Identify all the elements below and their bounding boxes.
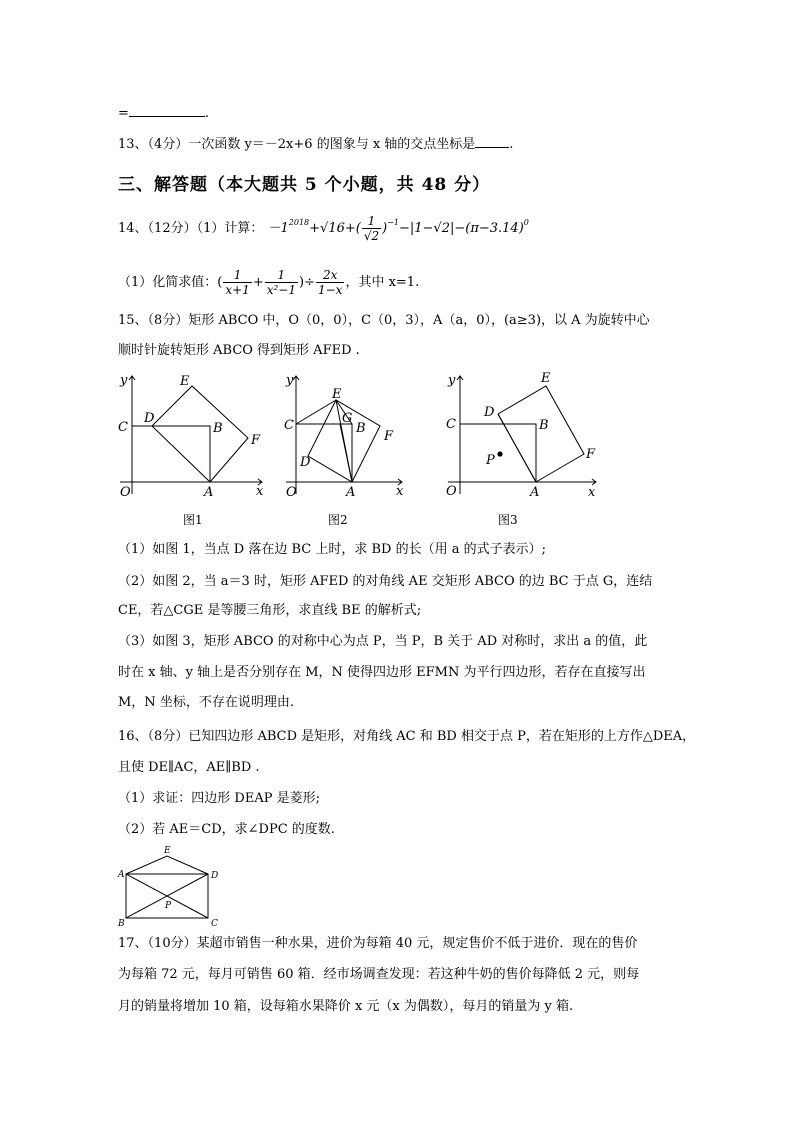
q15-part2a: （2）如图 2，当 a＝3 时，矩形 AFED 的对角线 AE 交矩形 ABCO 的边 BC 于点 G，连结 (118, 574, 653, 589)
fig2-caption: 图2 (328, 513, 348, 527)
fig1-D: D (144, 411, 155, 426)
figure-1 (112, 370, 272, 505)
q12-answer-line (118, 104, 209, 123)
q13-line (118, 135, 513, 154)
q16-line1: 16、（8分）已知四边形 ABCD 是矩形，对角线 AC 和 BD 相交于点 P，若在矩形的上方作△DEA， (118, 729, 696, 744)
fig3-B: B (539, 418, 549, 433)
q16-fig-C: C (211, 919, 218, 928)
fig1-caption: 图1 (183, 513, 203, 527)
q15-line1: 15、（8分）矩形 ABCO 中，O（0，0），C（0，3），A（a，0），(a≥3)，以 A 为旋转中心 (118, 313, 650, 328)
q16-fig-E: E (164, 846, 171, 856)
q12-period: . (204, 106, 210, 121)
fig3-origin: O (446, 484, 457, 499)
fig3-E: E (541, 371, 551, 386)
figure-3 (438, 368, 608, 505)
q15-part3c: M，N 坐标，不存在说明理由. (118, 695, 294, 710)
fig1-B: B (213, 421, 223, 436)
figure-2 (280, 370, 415, 505)
q17-line1: 17、（10分）某超市销售一种水果，进价为每箱 40 元，规定售价不低于进价．现在的售价 (118, 936, 638, 951)
q14-expression: $-1^{2018}+√16+$( $\frac{1}{√2}$ )$^{-1}-|1-√2|-(\pi-3.14)^0$ (267, 214, 529, 243)
fig1-y-label: y (120, 373, 128, 388)
q13-blank[interactable] (475, 135, 509, 148)
fig2-x-label: x (396, 484, 404, 499)
q15-line2: 顺时针旋转矩形 ABCO 得到矩形 AFED . (118, 343, 360, 358)
fig3-x-label: x (588, 485, 596, 500)
q15-part3a: （3）如图 3，矩形 ABCO 的对称中心为点 P，当 P，B 关于 AD 对称时，求出 a 的值，此 (118, 634, 648, 649)
fig2-y-label: y (286, 373, 294, 388)
q12-equals: = (118, 106, 129, 121)
fig1-A: A (204, 485, 214, 500)
fig2-origin: O (286, 485, 297, 500)
fig1-F: F (251, 433, 261, 448)
q13-period: . (509, 137, 514, 152)
q16-fig-D: D (211, 871, 219, 881)
fig2-C: C (284, 418, 294, 433)
q16-line2: 且使 DE∥AC，AE∥BD . (118, 760, 260, 775)
q14b-frac2: $\frac{1}{\text{x²−1}}$ (266, 268, 296, 297)
q15-part2b: CE，若△CGE 是等腰三角形，求直线 BE 的解析式; (118, 603, 422, 618)
fig2-B: B (356, 421, 366, 436)
fig2-E: E (332, 387, 342, 402)
fig2-A: A (346, 485, 356, 500)
q17-line3: 月的销量将增加 10 箱，设每箱水果降价 x 元（x 为偶数），每月的销量为 y 箱. (118, 999, 574, 1014)
fig3-point-P (497, 451, 502, 456)
q13-text: 13、（4分）一次函数 y＝－2x+6 的图象与 x 轴的交点坐标是 (118, 137, 476, 152)
q16-figure (114, 842, 226, 928)
fig1-origin: O (120, 485, 131, 500)
q14-fraction: $\frac{1}{√2}$ (363, 214, 380, 243)
section-3-heading: 三、解答题（本大题共 5 个小题，共 48 分） (118, 175, 491, 195)
fig3-P: P (486, 453, 495, 468)
fig3-y-label: y (448, 373, 456, 388)
q14-line (118, 214, 529, 243)
q14b-frac3: $\frac{2x}{1-x}$ (317, 268, 343, 297)
fig1-x-label: x (256, 484, 264, 499)
fig3-caption: 图3 (498, 513, 518, 527)
q16-part2: （2）若 AE＝CD，求∠DPC 的度数. (118, 822, 335, 837)
q15-part3b: 时在 x 轴、y 轴上是否分别存在 M，N 使得四边形 EFMN 为平行四边形，若存在直接写出 (118, 665, 646, 680)
q15-part1: （1）如图 1，当点 D 落在边 BC 上时，求 BD 的长（用 a 的式子表示）; (118, 542, 547, 557)
fig3-D: D (484, 405, 495, 420)
fig3-A: A (530, 485, 540, 500)
q14b-frac1: $\frac{1}{x+1}$ (225, 268, 250, 297)
fig2-F: F (384, 429, 394, 444)
q14b-prefix: （1）化简求值：( (118, 275, 223, 290)
q16-part1: （1）求证：四边形 DEAP 是菱形; (118, 791, 320, 806)
q14b-line: （1）化简求值：( $\frac{1}{x+1}$ + $\frac{1}{\text{x²−1}}$ )÷ $\frac{2x}{1-x}$ ，其中 x=1. (118, 268, 420, 297)
q16-fig-P: P (165, 901, 172, 911)
q14-prefix: 14、（12分）（1）计算： (118, 221, 264, 236)
fig3-C: C (446, 417, 456, 432)
q16-fig-B: B (118, 919, 125, 928)
q12-blank[interactable] (129, 104, 205, 117)
fig1-E: E (180, 374, 190, 389)
fig2-G: G (342, 411, 353, 426)
fig2-D: D (300, 455, 311, 470)
q16-fig-A: A (118, 870, 125, 880)
fig3-F: F (586, 447, 596, 462)
q17-line2: 为每箱 72 元，每月可销售 60 箱．经市场调查发现：若这种牛奶的售价每降低 2 元，则每 (118, 967, 640, 982)
fig1-C: C (118, 420, 128, 435)
